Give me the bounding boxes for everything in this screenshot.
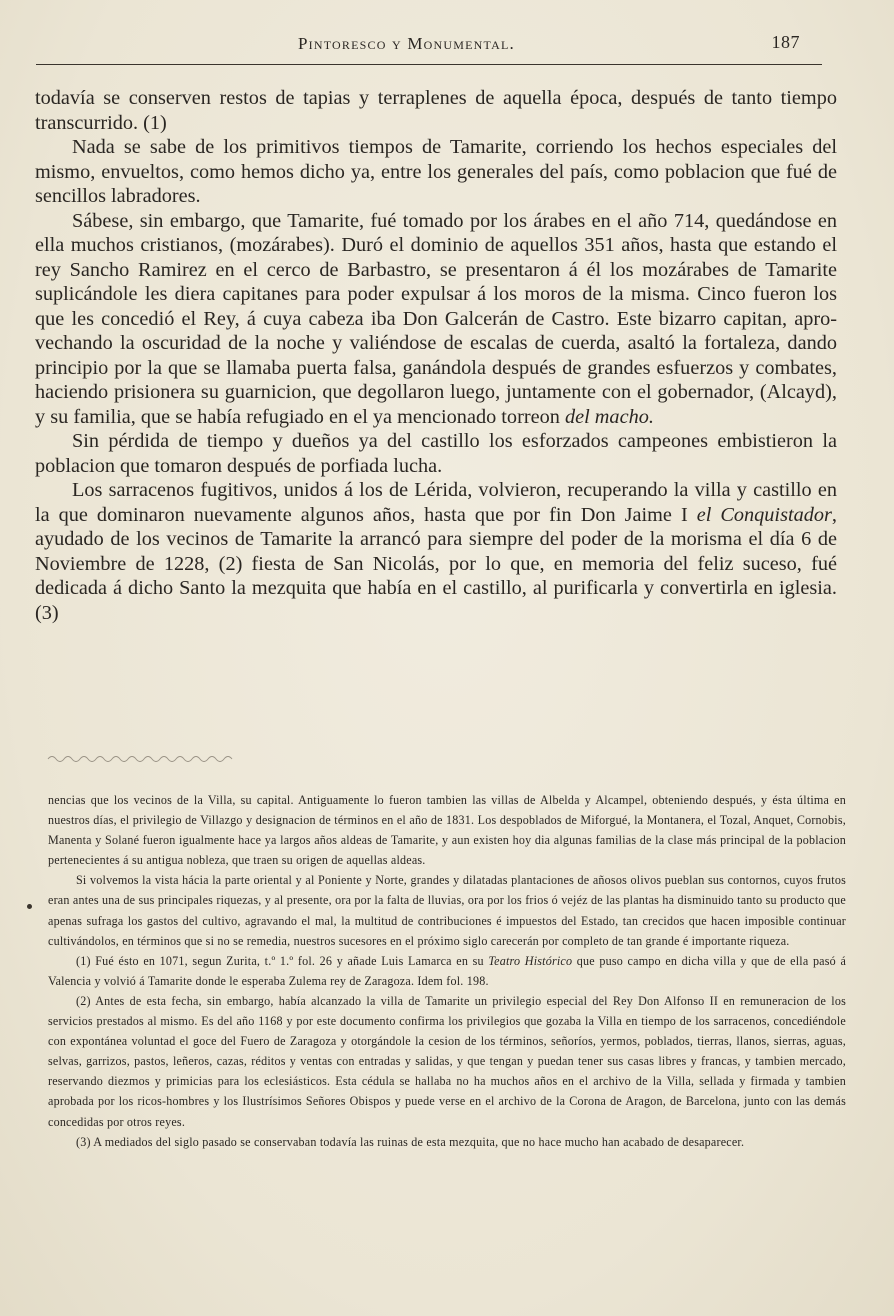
footnote-2: (2) Antes de esta fecha, sin embargo, había alcanzado la villa de Tamarite un privilegio especial del Rey Don Alfonso II en remuneracion de los servicios prestados al mismo. Es del año 1168 y por este documento confirma los privilegios que gozaba la Villa en tiempo de los sarracenos, concediéndole con expontánea voluntad el goce del Fuero de Zaragoza y otorgándole la cesion de los términos, señoríos, yermos, poblados, tierras, llanos, sierras, aguas, selvas, garrizos, pastos, leñeros, cazas, réditos y ventas con entradas y salidas, y que tengan y puedan tener sus casas libres y francas, y tambien mercado, reservando diezmos y primicias para los eclesiásticos. Esta cédula se hallaba no ha muchos años en el archivo de la Villa, sellada y firmada y tambien aprobada por los ricos-hombres y los Ilustrísimos Señores Obispos y puede verse en el archivo de la Corona de Aragon, de Barcelona, junto con las demás concedidas por otros reyes. — [48, 993, 846, 1129]
page-header — [36, 30, 808, 64]
footnote-3: (3) A mediados del siglo pasado se conservaban todavía las ruinas de esta mezquita, que no hace mucho han acabado de desaparecer. — [76, 1134, 745, 1149]
footnote-separator-ornament — [46, 748, 236, 766]
paragraph: Los sarracenos fugitivos, unidos á los de Lérida, volvieron, recuperando la villa y castillo en la que dominaron nuevamente algunos años, hasta que por fin Don Jaime I el Conquistador, ayudado de los vecinos de Tamarite la arrancó para siempre del poder de la morisma el día 6 de Noviembre de 1228, (2) fiesta de San Nicolás, por lo que, en memoria del feliz suceso, fué dedicada á dicho Santo la mezquita que había en el castillo, al purificarla y convertirla en iglesia. (3) — [35, 479, 837, 624]
paragraph: Sin pérdida de tiempo y dueños ya del castillo los esforzados campeones embistieron la poblacion que tomaron después de porfiada lucha. — [35, 430, 837, 477]
italic-phrase: del macho. — [564, 405, 654, 428]
footnote-paragraph: nencias que los vecinos de la Villa, su capital. Antiguamente lo fueron tambien las villas de Albelda y Alcampel, obteniendo después, y ésta última en nuestros días, el privilegio de Villazgo y designacion de términos en el año de 1831. Los despoblados de Miforgué, la Montanera, el Tozal, Anquet, Cornobis, Manenta y Solané fueron igualmente hace ya largos años aldeas de Tamarite, y aun existen hoy dia algunas familias de la clase más principal de la poblacion pertenecientes á su antigua nobleza, que traen su origen de aquellas aldeas. — [48, 793, 846, 868]
page-number: 187 — [771, 32, 800, 52]
italic-phrase: el Conquistador — [696, 503, 832, 526]
paragraph: Nada se sabe de los primitivos tiempos de Tamarite, corriendo los hechos especiales del mismo, envueltos, como hemos dicho ya, entre los generales del país, como poblacion que fué de sencillos labradores. — [35, 136, 837, 207]
footnotes — [48, 790, 846, 1152]
main-text — [35, 86, 837, 625]
footnote-1: (1) Fué ésto en 1071, segun Zurita, t.º 1.º fol. 26 y añade Luis Lamarca en su Teatro Histórico que puso campo en dicha villa y que de ella pasó á Valencia y volvió á Tamarite donde le esperaba Zulema rey de Zaragoza. Idem fol. 198. — [48, 953, 847, 988]
header-rule — [36, 64, 822, 65]
running-title: Pintoresco y Monumental. — [298, 34, 515, 53]
footnote-paragraph: Si volvemos la vista hácia la parte oriental y al Poniente y Norte, grandes y dilatadas plantaciones de añosos olivos pueblan sus contornos, cuyos frutos eran antes una de sus principales riquezas, y al presente, ora por la falta de lluvias, ora por los frios ó vejéz de las plantas ha disminuido tanto su producto que apenas sufraga los gastos del cultivo, agravando el mal, la multitud de contribuciones é impuestos del Estado, tan crecidos que hacen imposible continuar cultivándolos, en términos que si no se remedia, nuestros sucesores en el próximo siglo carecerán por completo de tan grande é importante riqueza. — [48, 873, 846, 948]
paragraph: todavía se conserven restos de tapias y terraplenes de aquella época, después de tanto tiempo transcurrido. (1) — [35, 87, 837, 134]
paragraph: Sábese, sin embargo, que Tamarite, fué tomado por los árabes en el año 714, quedándose en ella muchos cristianos, (mozárabes). Duró el dominio de aquellos 351 años, hasta que estando el rey Sancho Ramirez en el cerco de Barbastro, se presentaron á él los mozárabes de Tamarite suplicándole les diera capitanes para poder expulsar á los moros de la misma. Cinco fueron los que les concedió el Rey, á cuya cabeza iba Don Galcerán de Castro. Este bizarro capitan, aprovechando la oscuridad de la noche y valiéndose de escalas de cuerda, asaltó la fortaleza, dando principio por la que se llamaba puerta falsa, ganándola después de grandes esfuerzos y combates, haciendo prisionera su guarnicion, que degollaron luego, juntamente con el gobernador, (Alcayd), y su familia, que se había refugiado en el ya mencionado torreon del macho. — [35, 209, 837, 428]
italic-title: Teatro Histórico — [488, 953, 573, 968]
margin-dot — [27, 904, 32, 909]
